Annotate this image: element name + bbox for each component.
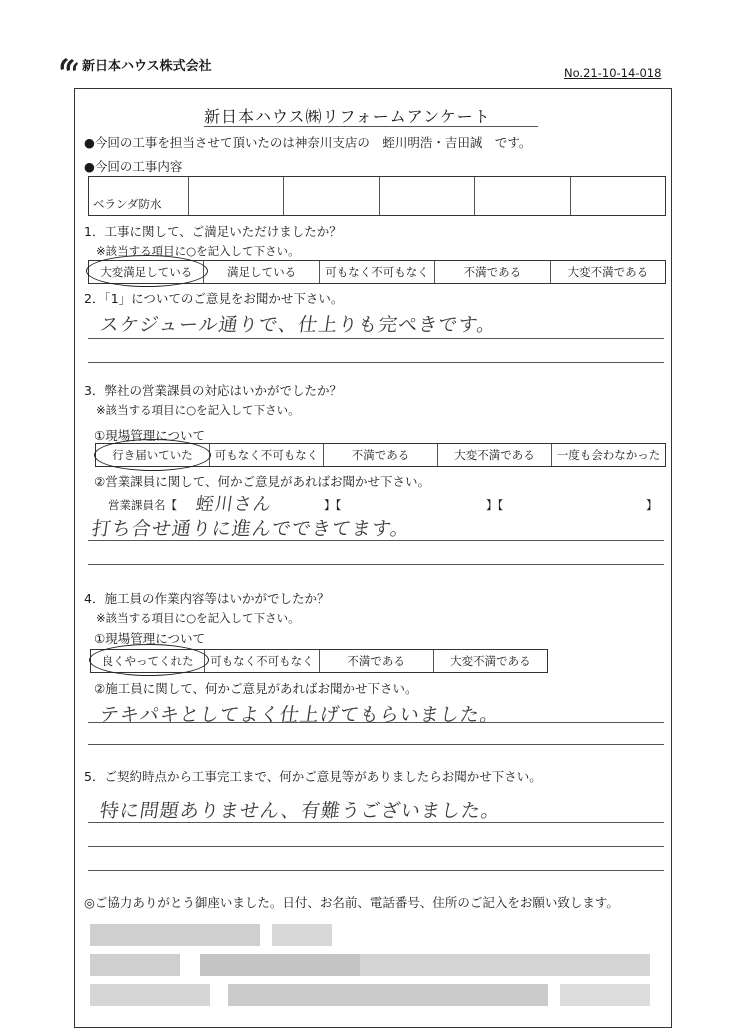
q4-option[interactable]: 良くやってくれた — [91, 650, 205, 672]
q1-option[interactable]: 不満である — [435, 261, 550, 283]
q4-title: 4．施工員の作業内容等はいかがでしたか？ — [84, 591, 330, 606]
q4-option[interactable]: 可もなく不可もなく — [205, 650, 319, 672]
q1-selection-circle — [86, 255, 208, 287]
staff-bracket-mid-2: 】【 — [486, 498, 504, 512]
q4-sub1: ①現場管理について — [94, 631, 205, 646]
work-label: ●今回の工事内容 — [84, 159, 183, 174]
q1-note: ※該当する項目に○を記入して下さい。 — [96, 244, 300, 258]
staff-name-label: 営業課員名【 — [108, 498, 177, 512]
work-item — [571, 177, 666, 215]
q3-option[interactable]: 一度も会わなかった — [556, 448, 661, 462]
q4-selection-circle — [89, 644, 209, 676]
q3-option[interactable]: 不満である — [324, 444, 438, 466]
q4-note: ※該当する項目に○を記入して下さい。 — [96, 611, 300, 625]
work-item — [284, 177, 380, 215]
staff-name: 蛭川さん — [194, 494, 274, 515]
company-name: 新日本ハウス株式会社 — [82, 59, 212, 74]
q3-option[interactable]: 大変不満である — [438, 444, 552, 466]
work-content-table — [88, 176, 666, 216]
q3-sub1: ①現場管理について — [94, 428, 205, 443]
company-logo-icon — [58, 54, 80, 74]
q5-title: 5．ご契約時点から工事完工まで、何かご意見等がありましたらお聞かせ下さい。 — [84, 769, 542, 784]
work-item — [189, 177, 285, 215]
footer-thanks: ◎ご協力ありがとう御座いました。日付、お名前、電話番号、住所のご記入をお願い致します。 — [84, 895, 619, 910]
q1-option[interactable]: 大変満足している — [89, 261, 204, 283]
q4-option[interactable]: 大変不満である — [450, 654, 531, 668]
work-item: ベランダ防水 — [89, 177, 189, 215]
q1-title: 1．工事に関して、ご満足いただけましたか？ — [84, 224, 342, 239]
document-number: No.21-10-14-018 — [564, 66, 662, 80]
form-title: 新日本ハウス㈱リフォームアンケート — [204, 107, 491, 126]
q3-sub2: ②営業課員に関して、何かご意見があればお聞かせ下さい。 — [94, 474, 430, 489]
work-item — [475, 177, 571, 215]
q2-title: 2．「1」についてのご意見をお聞かせ下さい。 — [84, 291, 344, 306]
staff-bracket-end: 】 — [646, 498, 658, 512]
q3-option[interactable]: 可もなく不可もなく — [210, 444, 324, 466]
staff-bracket-mid: 】【 — [324, 498, 342, 512]
q4-answer: テキパキとしてよく仕上げてもらいました。 — [98, 704, 502, 726]
q1-option[interactable]: 満足している — [204, 261, 319, 283]
q2-answer: スケジュール通りで、仕上りも完ぺきです。 — [98, 314, 499, 336]
q3-answer: 打ち合せ通りに進んでできてます。 — [90, 518, 412, 540]
q1-option[interactable]: 可もなく不可もなく — [320, 261, 435, 283]
work-item — [380, 177, 476, 215]
q3-title: 3．弊社の営業課員の対応はいかがでしたか？ — [84, 383, 342, 398]
q5-answer: 特に問題ありません、有難うございました。 — [98, 800, 503, 822]
q3-note: ※該当する項目に○を記入して下さい。 — [96, 403, 300, 417]
q4-sub2: ②施工員に関して、何かご意見があればお聞かせ下さい。 — [94, 681, 418, 696]
q3-selection-circle — [94, 439, 211, 471]
q1-option[interactable]: 大変不満である — [567, 265, 649, 279]
staff-line: ●今回の工事を担当させて頂いたのは神奈川支店の 蛭川明浩・吉田誠 です。 — [84, 135, 532, 150]
q4-option[interactable]: 不満である — [320, 650, 434, 672]
q3-option[interactable]: 行き届いていた — [96, 444, 210, 466]
